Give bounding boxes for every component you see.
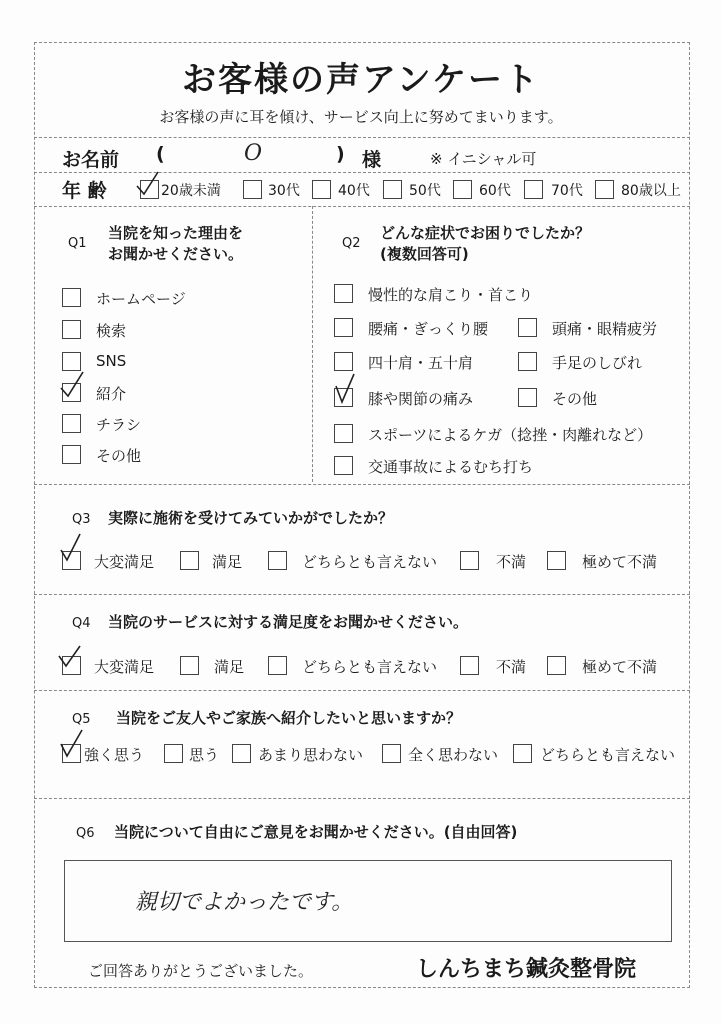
- age-option-label: 70代: [551, 183, 583, 199]
- q5-checkbox-undecided[interactable]: [513, 744, 532, 763]
- name-field[interactable]: O: [244, 141, 263, 166]
- q1-option-label: 紹介: [96, 385, 127, 403]
- q1-option-label: ホームページ: [96, 290, 186, 308]
- q2-option-label: その他: [552, 390, 598, 408]
- name-close-paren: ): [336, 143, 345, 165]
- q1-option-label: チラシ: [96, 416, 142, 434]
- q2-checkbox-whiplash[interactable]: [334, 456, 353, 475]
- q5-option-label: 全く思わない: [408, 746, 499, 764]
- q2-option-label: 頭痛・眼精疲労: [552, 320, 658, 338]
- q5-checkbox-agree[interactable]: [164, 744, 183, 763]
- checkmark-icon: [332, 372, 358, 404]
- q5-question: 当院をご友人やご家族へ紹介したいと思いますか？: [116, 709, 462, 727]
- divider: [34, 172, 690, 173]
- q3-number: Q3: [72, 512, 91, 527]
- age-checkbox-70s[interactable]: [524, 180, 543, 199]
- free-comment-text: 親切でよかったです。: [135, 890, 354, 915]
- divider: [34, 484, 690, 485]
- q1-checkbox-other[interactable]: [62, 445, 81, 464]
- q5-number: Q5: [72, 712, 91, 727]
- q4-checkbox-satisfied[interactable]: [180, 656, 199, 675]
- checkmark-icon: [134, 168, 160, 200]
- q3-option-label: 不満: [496, 553, 527, 571]
- q2-option-label: 交通事故によるむち打ち: [368, 458, 534, 476]
- survey-subtitle: お客様の声に耳を傾け、サービス向上に努めてまいります。: [159, 108, 563, 126]
- q2-checkbox-back-pain[interactable]: [334, 318, 353, 337]
- q2-checkbox-numbness[interactable]: [518, 352, 537, 371]
- q1-option-label: その他: [96, 447, 142, 465]
- age-option-label: 80歳以上: [621, 183, 681, 199]
- q2-checkbox-sports-injury[interactable]: [334, 424, 353, 443]
- initial-note: ※ イニシャル可: [430, 150, 537, 168]
- q2-checkbox-stiff-shoulders[interactable]: [334, 284, 353, 303]
- q4-option-label: 極めて不満: [582, 658, 658, 676]
- q3-option-label: 極めて不満: [582, 553, 658, 571]
- q2-option-label: 四十肩・五十肩: [368, 354, 474, 372]
- q2-checkbox-frozen-shoulder[interactable]: [334, 352, 353, 371]
- age-checkbox-40s[interactable]: [312, 180, 331, 199]
- q4-checkbox-dissatisfied[interactable]: [460, 656, 479, 675]
- q5-option-label: どちらとも言えない: [540, 746, 676, 764]
- q3-checkbox-neutral[interactable]: [268, 551, 287, 570]
- q6-question: 当院について自由にご意見をお聞かせください。(自由回答): [114, 823, 518, 841]
- q4-question: 当院のサービスに対する満足度をお聞かせください。: [108, 613, 469, 631]
- age-checkbox-80-over[interactable]: [595, 180, 614, 199]
- q6-number: Q6: [76, 826, 95, 841]
- age-checkbox-60s[interactable]: [453, 180, 472, 199]
- q4-number: Q4: [72, 616, 91, 631]
- thanks-message: ご回答ありがとうございました。: [88, 962, 314, 980]
- q2-question-line1: どんな症状でお困りでしたか？: [380, 224, 591, 242]
- checkmark-icon: [56, 642, 82, 674]
- age-option-label: 60代: [479, 183, 511, 199]
- q1-question-line1: 当院を知った理由を: [108, 224, 244, 242]
- name-label: お名前: [62, 149, 120, 171]
- q2-question-line2: (複数回答可): [380, 245, 469, 263]
- q4-option-label: どちらとも言えない: [302, 658, 438, 676]
- checkmark-icon: [58, 368, 84, 400]
- q3-option-label: 満足: [212, 553, 243, 571]
- q2-option-label: 手足のしびれ: [552, 354, 643, 372]
- q2-checkbox-headache[interactable]: [518, 318, 537, 337]
- q2-option-label: 膝や関節の痛み: [368, 390, 474, 408]
- q3-checkbox-very-dissatisfied[interactable]: [547, 551, 566, 570]
- divider: [34, 594, 690, 595]
- q3-option-label: どちらとも言えない: [302, 553, 438, 571]
- free-comment-box[interactable]: [64, 860, 672, 942]
- checkmark-icon: [58, 728, 84, 760]
- q4-checkbox-neutral[interactable]: [268, 656, 287, 675]
- q4-checkbox-very-dissatisfied[interactable]: [547, 656, 566, 675]
- q2-option-label: 慢性的な肩こり・首こり: [368, 286, 534, 304]
- divider: [34, 798, 690, 799]
- q2-option-label: スポーツによるケガ（捻挫・肉離れなど）: [368, 426, 653, 444]
- divider: [34, 137, 690, 138]
- age-option-label: 30代: [268, 183, 300, 199]
- q5-option-label: あまり思わない: [258, 746, 364, 764]
- q4-option-label: 大変満足: [94, 658, 155, 676]
- age-checkbox-30s[interactable]: [243, 180, 262, 199]
- q3-checkbox-dissatisfied[interactable]: [460, 551, 479, 570]
- honorific-label: 様: [362, 149, 382, 171]
- q2-checkbox-other[interactable]: [518, 388, 537, 407]
- q1-question-line2: お聞かせください。: [108, 245, 244, 263]
- q5-option-label: 強く思う: [84, 746, 145, 764]
- q3-checkbox-satisfied[interactable]: [180, 551, 199, 570]
- q3-question: 実際に施術を受けてみていかがでしたか？: [108, 509, 394, 527]
- q1-checkbox-search[interactable]: [62, 320, 81, 339]
- q1-option-label: SNS: [96, 352, 127, 370]
- age-label: 年 齢: [62, 180, 107, 202]
- q1-checkbox-flyer[interactable]: [62, 414, 81, 433]
- q2-number: Q2: [342, 236, 361, 251]
- q4-option-label: 満足: [214, 658, 245, 676]
- q4-option-label: 不満: [496, 658, 527, 676]
- divider: [34, 690, 690, 691]
- name-open-paren: (: [156, 143, 165, 165]
- age-option-label: 40代: [338, 183, 370, 199]
- age-option-label: 50代: [409, 183, 441, 199]
- divider: [312, 206, 313, 482]
- survey-title: お客様の声アンケート: [182, 60, 540, 100]
- q5-option-label: 思う: [189, 746, 220, 764]
- q5-checkbox-not-at-all[interactable]: [382, 744, 401, 763]
- q2-option-label: 腰痛・ぎっくり腰: [368, 320, 489, 338]
- age-option-label: 20歳未満: [161, 183, 221, 199]
- q5-checkbox-not-really[interactable]: [232, 744, 251, 763]
- checkmark-icon: [58, 532, 84, 564]
- q3-option-label: 大変満足: [94, 553, 155, 571]
- divider: [34, 206, 690, 207]
- age-checkbox-50s[interactable]: [383, 180, 402, 199]
- clinic-name: しんちまち鍼灸整骨院: [416, 957, 637, 982]
- q1-option-label: 検索: [96, 322, 127, 340]
- q1-number: Q1: [68, 236, 87, 251]
- q1-checkbox-homepage[interactable]: [62, 288, 81, 307]
